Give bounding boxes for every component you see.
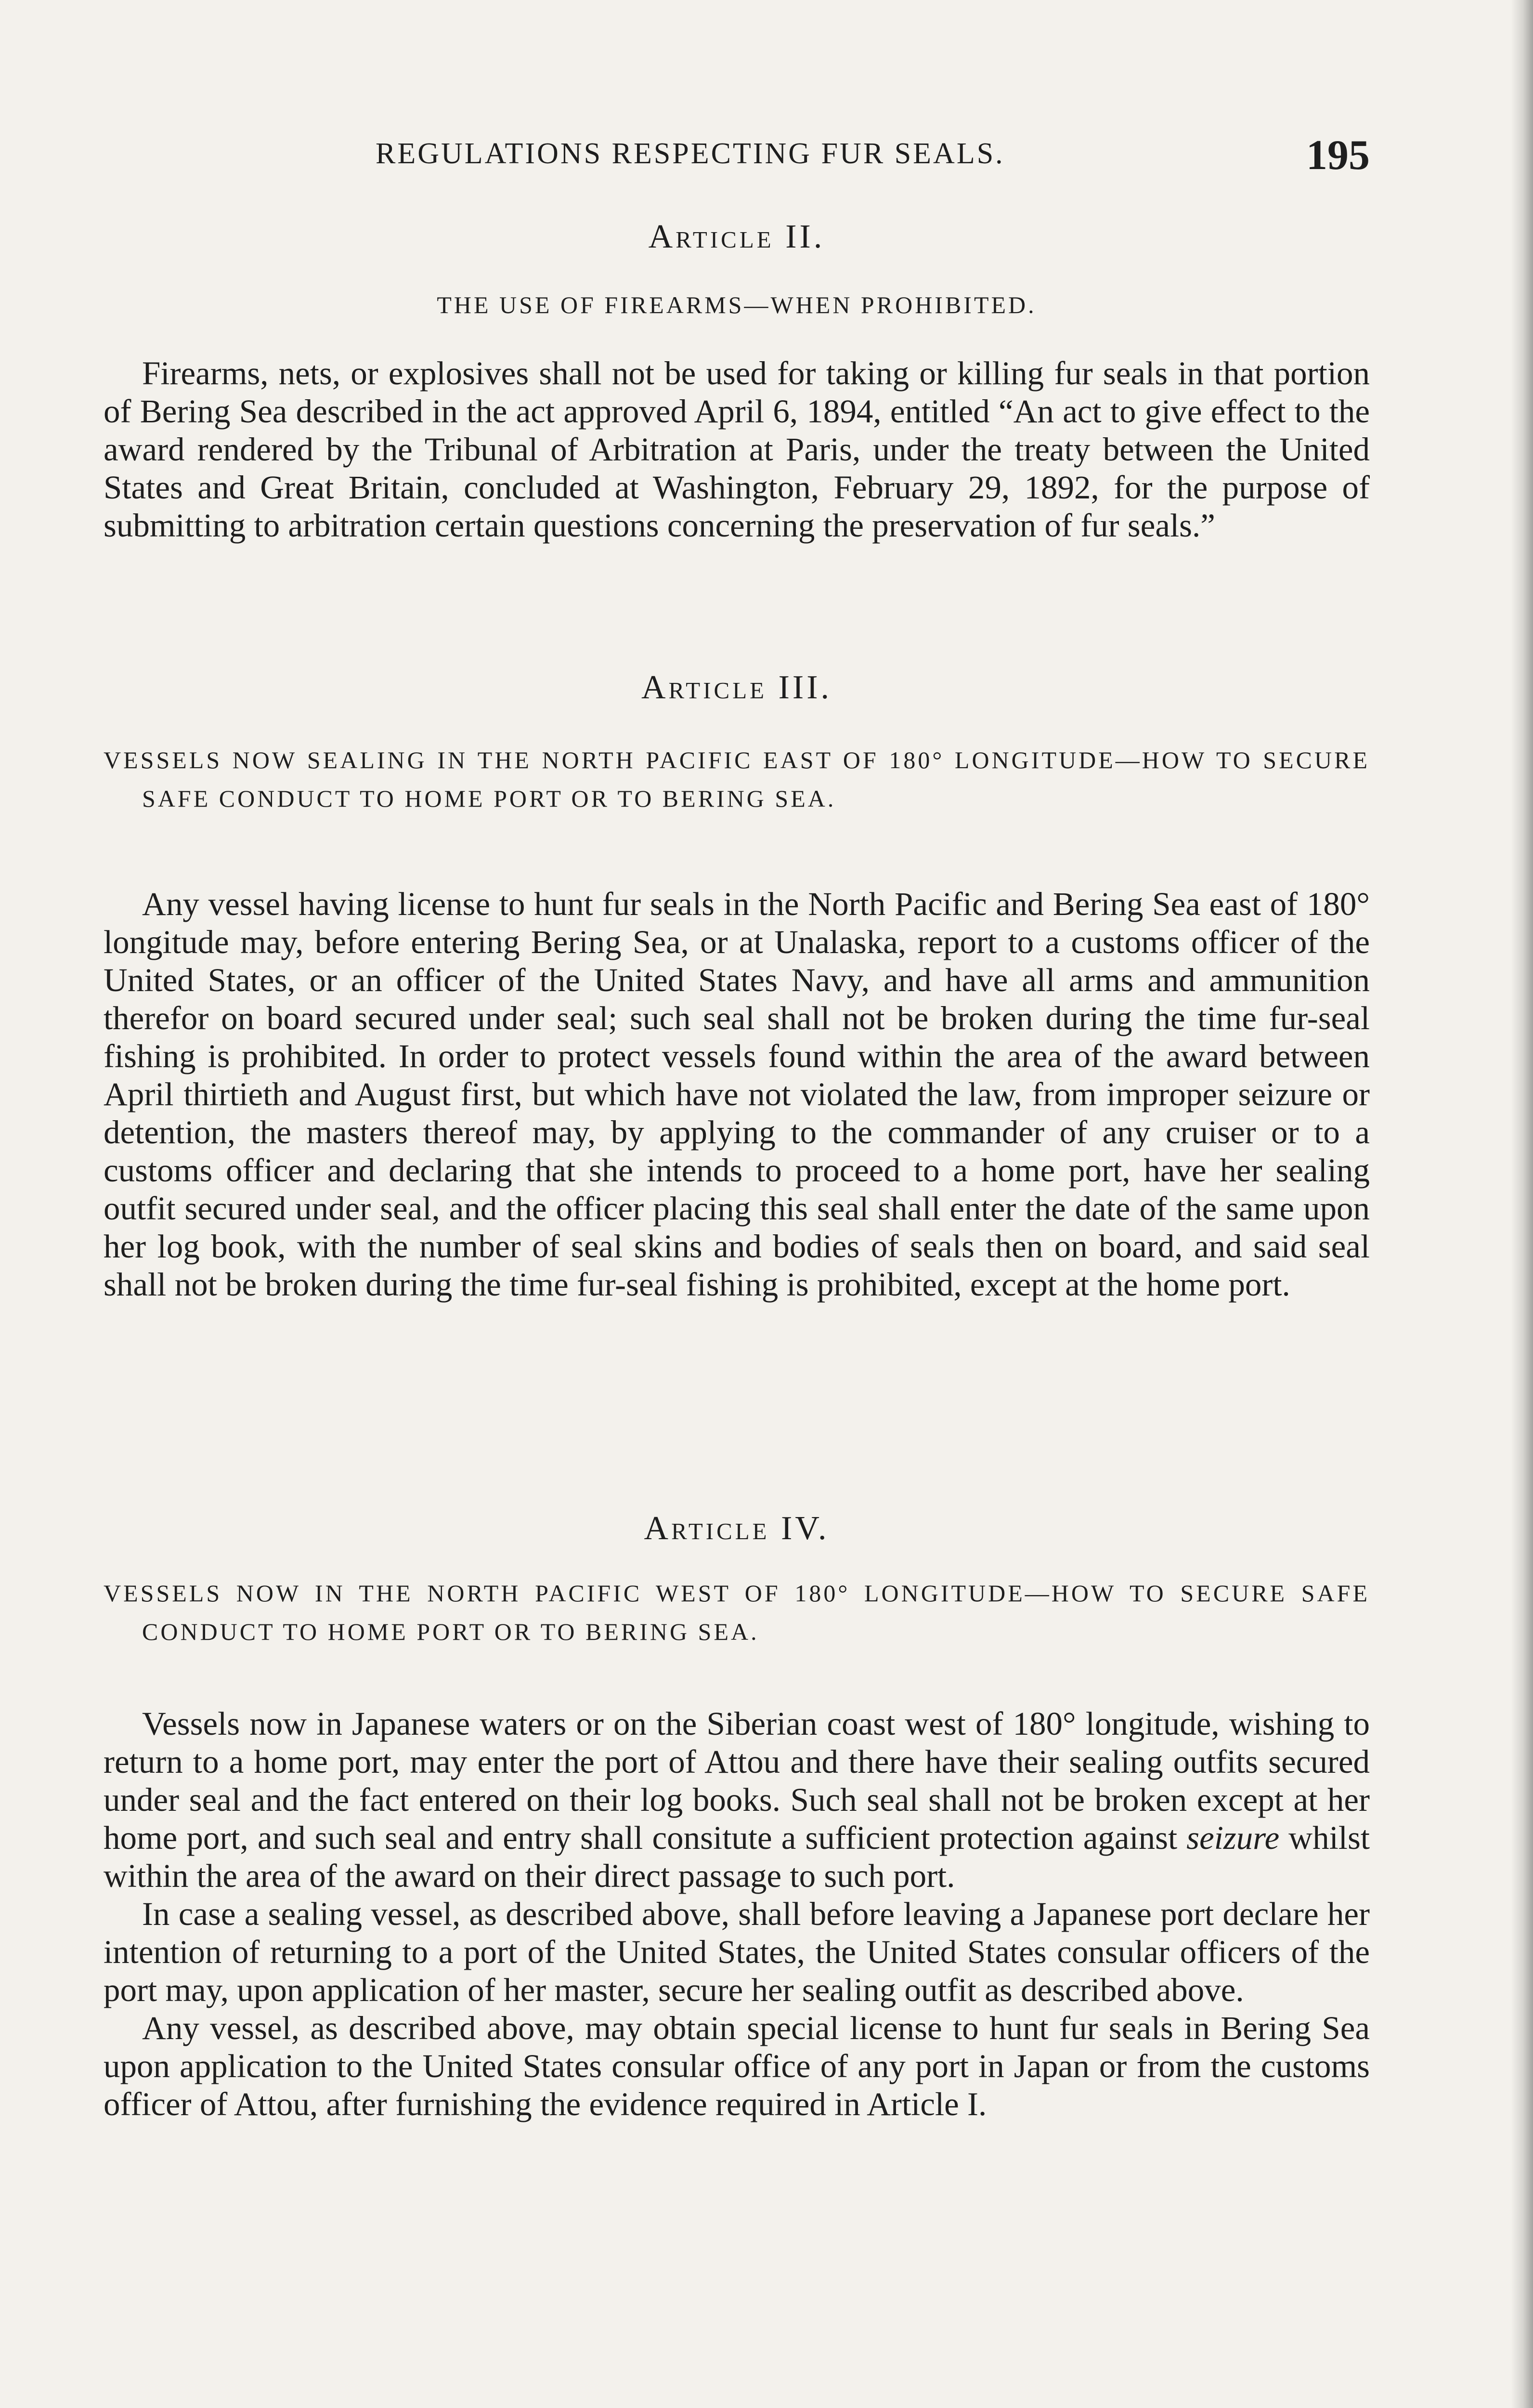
article-4-paragraph-1-emphasis: seizure	[1186, 1819, 1280, 1856]
running-head	[104, 131, 1370, 189]
article-3-heading-block	[104, 668, 1370, 707]
article-2-subheading: THE USE OF FIREARMS—WHEN PROHIBITED.	[437, 291, 1037, 318]
article-4-subheading: VESSELS NOW IN THE NORTH PACIFIC WEST OF 180° LONGITUDE—HOW TO SECURE SAFE CONDUCT TO HOME PORT OR TO BERING SEA.	[104, 1580, 1370, 1645]
article-4-paragraph-3: Any vessel, as described above, may obtain special license to hunt fur seals in Bering Sea upon application to the United States consular office of any port in Japan or from the customs officer of Attou, after furnishing the evidence required in Article I.	[104, 2010, 1370, 2122]
article-3-paragraph: Any vessel having license to hunt fur seals in the North Pacific and Bering Sea east of 180° longitude may, before entering Bering Sea, or at Unalaska, report to a customs officer of the United States, or an officer of the United States Navy, and have all arms and ammunition therefor on board secured under seal; such seal shall not be broken during the time fur-seal fishing is prohibited. In order to protect vessels found within the area of the award between April thirtieth and August first, but which have not violated the law, from improper seizure or detention, the masters thereof may, by applying to the commander of any cruiser or to a customs officer and declaring that she intends to proceed to a home port, have her sealing outfit secured under seal, and the officer placing this seal shall enter the date of the same upon her log book, with the number of seal skins and bodies of seals then on board, and said seal shall not be broken during the time fur-seal fishing is prohibited, except at the home port.	[104, 886, 1370, 1303]
article-4-subheading-block	[104, 1574, 1370, 1651]
article-4-paragraph-1-before: Vessels now in Japanese waters or on the Siberian coast west of 180° longitude, wishing to return to a home port, may enter the port of Attou and there have their sealing outfits secured under seal and the fact entered on their log books. Such seal shall not be broken except at her home port, and such seal and entry shall consitute a sufficient protection against	[104, 1705, 1370, 1856]
article-2-heading-block	[104, 218, 1370, 256]
article-3-heading: Article III.	[641, 669, 832, 706]
article-2-heading: Article II.	[648, 218, 825, 255]
article-2-subheading-block	[104, 291, 1370, 319]
article-3-subheading-block	[104, 741, 1370, 818]
article-4-paragraph-1	[104, 1705, 1370, 1895]
article-4-heading: Article IV.	[644, 1510, 830, 1547]
running-head-title: REGULATIONS RESPECTING FUR SEALS.	[376, 137, 1005, 170]
article-2-paragraph: Firearms, nets, or explosives shall not be used for taking or killing fur seals in that portion of Bering Sea described in the act approved April 6, 1894, entitled “An act to give effect to the award rendered by the Tribunal of Arbitration at Paris, under the treaty between the United States and Great Britain, concluded at Washington, February 29, 1892, for the purpose of submitting to arbitration certain questions concerning the preservation of fur seals.”	[104, 355, 1370, 544]
page-number: 195	[1306, 132, 1370, 179]
article-2-body	[104, 354, 1370, 545]
article-4-body	[104, 1705, 1370, 2123]
article-3-body	[104, 885, 1370, 1304]
article-4-paragraph-2: In case a sealing vessel, as described above, shall before leaving a Japanese port declare her intention of returning to a port of the United States, the United States consular officers of the port may, upon application of her master, secure her sealing outfit as described above.	[104, 1896, 1370, 2008]
article-4-paragraph-1-after: whilst within the area of the award on their direct passage to such port.	[104, 1819, 1370, 1894]
article-3-subheading: VESSELS NOW SEALING IN THE NORTH PACIFIC EAST OF 180° LONGITUDE—HOW TO SECURE SAFE CONDUCT TO HOME PORT OR TO BERING SEA.	[104, 746, 1370, 812]
article-4-heading-block	[104, 1509, 1370, 1548]
page-edge-shadow	[1511, 0, 1533, 2408]
